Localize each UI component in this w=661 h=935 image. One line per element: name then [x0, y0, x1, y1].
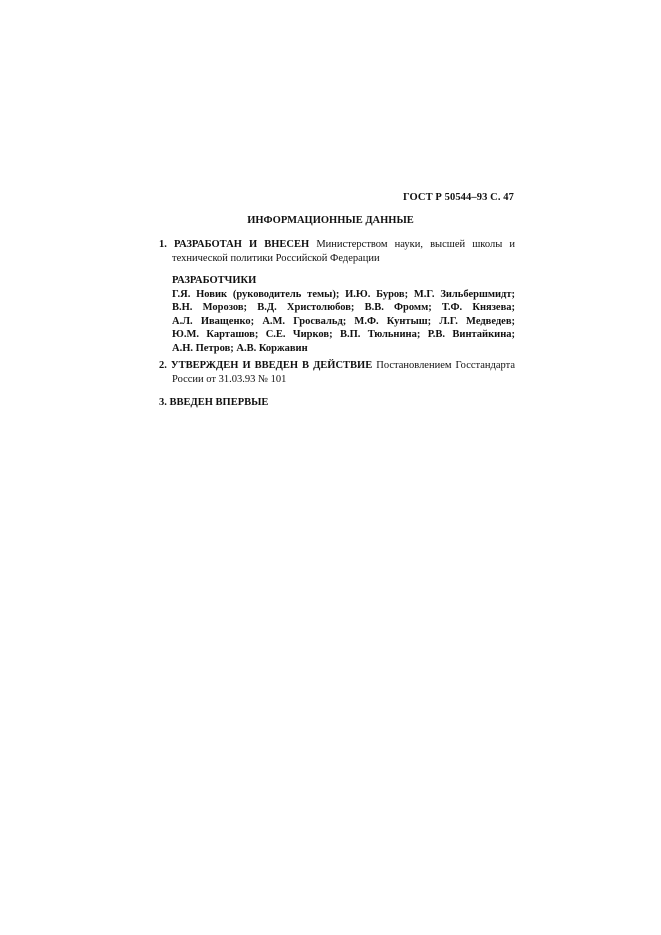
developers-heading: РАЗРАБОТЧИКИ	[172, 275, 257, 286]
standard-reference: ГОСТ Р 50544–93 С. 47	[402, 192, 514, 203]
developers-line: А.Н. Петров; А.В. Коржавин	[172, 342, 308, 354]
item-2	[159, 359, 515, 386]
developers-list	[172, 288, 515, 356]
item-2-number: 2.	[159, 360, 167, 371]
developers-section	[159, 274, 515, 355]
item-1-number: 1.	[159, 239, 167, 250]
developers-line: Ю.М. Карташов; С.Е. Чирков; В.П. Тюльнина; Р.В. Винтайкина;	[172, 329, 515, 340]
item-2-text-1: Постановлением Госстандарта	[376, 360, 515, 371]
developers-line: А.Л. Иващенко; А.М. Гросвальд; М.Ф. Кунтыш; Л.Г. Медведев;	[172, 315, 515, 327]
item-3	[159, 396, 515, 410]
developers-line: Г.Я. Новик (руководитель темы); И.Ю. Буров; М.Г. Зильбершмидт;	[172, 288, 515, 300]
item-1-lead: РАЗРАБОТАН И ВНЕСЕН	[174, 239, 310, 250]
item-2-text-2: России от 31.03.93 № 101	[172, 373, 287, 385]
item-3-lead: ВВЕДЕН ВПЕРВЫЕ	[169, 397, 269, 408]
item-1-text-2: технической политики Российской Федерации	[172, 252, 380, 264]
item-1-text-1: Министерством науки, высшей школы и	[316, 239, 516, 250]
item-2-line-1	[159, 359, 515, 373]
item-3-number: 3.	[159, 397, 167, 408]
item-1	[159, 238, 515, 265]
item-3-line-1	[159, 396, 515, 410]
page-title: ИНФОРМАЦИОННЫЕ ДАННЫЕ	[247, 215, 414, 226]
item-1-line-1	[159, 238, 515, 252]
developers-line: В.Н. Морозов; В.Д. Христолюбов; В.В. Фромм; Т.Ф. Князева;	[172, 302, 515, 313]
item-2-lead: УТВЕРЖДЕН И ВВЕДЕН В ДЕЙСТВИЕ	[170, 360, 373, 371]
